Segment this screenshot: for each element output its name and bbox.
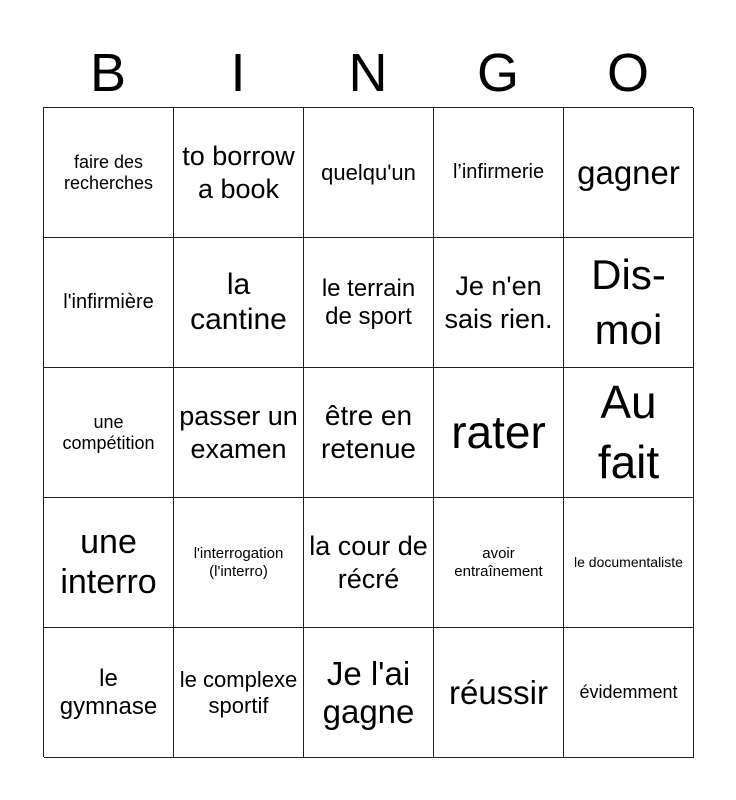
bingo-cell[interactable]: la cour de récré (304, 498, 434, 628)
bingo-cell[interactable]: l'infirmière (44, 238, 174, 368)
bingo-cell[interactable]: une interro (44, 498, 174, 628)
bingo-cell[interactable]: Au fait (564, 368, 694, 498)
bingo-cell[interactable]: la cantine (174, 238, 304, 368)
bingo-cell[interactable]: évidemment (564, 628, 694, 758)
bingo-header (43, 38, 693, 108)
bingo-cell[interactable]: l’infirmerie (434, 108, 564, 238)
bingo-cell[interactable]: faire des recherches (44, 108, 174, 238)
bingo-grid (43, 107, 693, 757)
header-letter-n: N (348, 43, 388, 103)
bingo-cell[interactable]: le documentaliste (564, 498, 694, 628)
bingo-cell[interactable]: Dis-moi (564, 238, 694, 368)
header-letter-b: B (89, 43, 127, 103)
bingo-cell[interactable]: être en retenue (304, 368, 434, 498)
header-letter-g: G (476, 43, 519, 103)
bingo-cell[interactable]: Je n'en sais rien. (434, 238, 564, 368)
bingo-cell[interactable]: Je l'ai gagne (304, 628, 434, 758)
bingo-cell[interactable]: réussir (434, 628, 564, 758)
bingo-cell[interactable]: passer un examen (174, 368, 304, 498)
bingo-cell[interactable]: le terrain de sport (304, 238, 434, 368)
bingo-cell[interactable]: avoir entraînement (434, 498, 564, 628)
bingo-cell[interactable]: quelqu'un (304, 108, 434, 238)
header-letter-i: I (230, 43, 246, 103)
bingo-cell[interactable]: le complexe sportif (174, 628, 304, 758)
bingo-cell[interactable]: une compétition (44, 368, 174, 498)
bingo-cell[interactable]: gagner (564, 108, 694, 238)
bingo-cell[interactable]: rater (434, 368, 564, 498)
bingo-cell[interactable]: le gymnase (44, 628, 174, 758)
bingo-cell[interactable]: to borrow a book (174, 108, 304, 238)
header-letter-o: O (606, 43, 649, 103)
bingo-cell[interactable]: l'interrogation (l'interro) (174, 498, 304, 628)
